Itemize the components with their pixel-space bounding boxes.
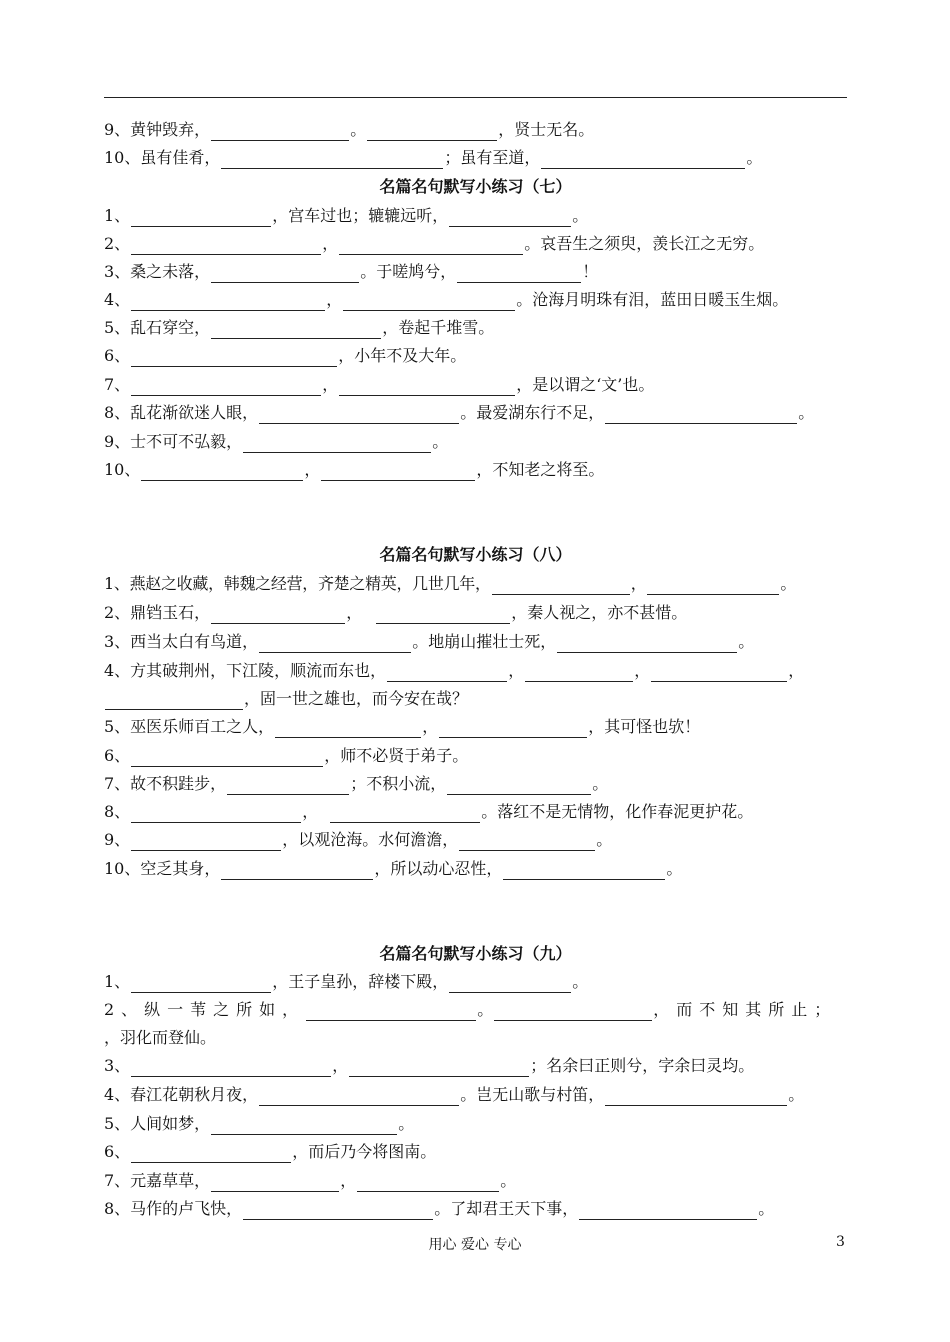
- question-line: ，羽化而登仙。: [104, 1028, 217, 1047]
- answer-blank[interactable]: [211, 1119, 397, 1135]
- answer-blank[interactable]: [492, 579, 630, 595]
- answer-blank[interactable]: [259, 637, 411, 653]
- question-line: 10、 ， ，不知老之将至。: [104, 460, 605, 479]
- section-title: 名篇名句默写小练习（八）: [379, 545, 572, 564]
- question-line: 3、西当太白有鸟道， 。地崩山摧壮士死， 。: [104, 632, 755, 651]
- answer-blank[interactable]: [131, 807, 301, 823]
- question-line: 1、 ，王子皇孙，辞楼下殿， 。: [104, 972, 589, 991]
- question-line: 7、 ， ，是以谓之‘文’也。: [104, 375, 655, 394]
- question-line: 8、 ， 。落红不是无情物，化作春泥更护花。: [104, 802, 754, 821]
- answer-blank[interactable]: [541, 153, 745, 169]
- answer-blank[interactable]: [330, 807, 480, 823]
- answer-blank[interactable]: [525, 666, 633, 682]
- question-line: 2、 ， 。哀吾生之须臾，羡长江之无穷。: [104, 234, 765, 253]
- question-line: 9、士不可不弘毅， 。: [104, 432, 449, 451]
- section-title: 名篇名句默写小练习（七）: [379, 177, 572, 196]
- answer-blank[interactable]: [131, 351, 337, 367]
- answer-blank[interactable]: [221, 864, 373, 880]
- answer-blank[interactable]: [243, 1204, 433, 1220]
- answer-blank[interactable]: [275, 722, 421, 738]
- answer-blank[interactable]: [579, 1204, 757, 1220]
- answer-blank[interactable]: [243, 437, 431, 453]
- answer-blank[interactable]: [357, 1176, 499, 1192]
- question-line: 6、 ，师不必贤于弟子。: [104, 746, 469, 765]
- answer-blank[interactable]: [503, 864, 665, 880]
- answer-blank[interactable]: [131, 835, 281, 851]
- answer-blank[interactable]: [131, 977, 271, 993]
- answer-blank[interactable]: [131, 1147, 291, 1163]
- answer-blank[interactable]: [221, 153, 443, 169]
- answer-blank[interactable]: [449, 977, 571, 993]
- question-line: 7、故不积跬步， ；不积小流， 。: [104, 774, 609, 793]
- answer-blank[interactable]: [647, 579, 779, 595]
- question-line: 9、黄钟毁弃， 。 ，贤士无名。: [104, 120, 595, 139]
- question-line: 5、人间如梦， 。: [104, 1114, 415, 1133]
- question-line: 8、乱花渐欲迷人眼， 。最爱湖东行不足， 。: [104, 403, 815, 422]
- question-line: 4、方其破荆州，下江陵，顺流而东也， ， ， ，: [104, 661, 805, 680]
- answer-blank[interactable]: [259, 408, 459, 424]
- question-line: 6、 ，小年不及大年。: [104, 346, 467, 365]
- question-line: 7、元嘉草草， ， 。: [104, 1171, 517, 1190]
- answer-blank[interactable]: [259, 1090, 459, 1106]
- answer-blank[interactable]: [439, 722, 587, 738]
- question-line: 4、 ， 。沧海月明珠有泪，蓝田日暖玉生烟。: [104, 290, 789, 309]
- answer-blank[interactable]: [605, 408, 797, 424]
- question-line: 1、燕赵之收藏，韩魏之经营，齐楚之精英，几世几年， ， 。: [104, 574, 797, 593]
- answer-blank[interactable]: [557, 637, 737, 653]
- question-line: 4、春江花朝秋月夜， 。岂无山歌与村笛， 。: [104, 1085, 805, 1104]
- question-line: 2、纵一苇之所如， 。 ，而不知其所止；: [104, 1000, 838, 1019]
- question-line: 6、 ，而后乃今将图南。: [104, 1142, 437, 1161]
- answer-blank[interactable]: [349, 1061, 529, 1077]
- answer-blank[interactable]: [131, 295, 325, 311]
- answer-blank[interactable]: [449, 211, 571, 227]
- answer-blank[interactable]: [211, 267, 359, 283]
- question-line: 1、 ，宫车过也；辘辘远听， 。: [104, 206, 589, 225]
- section-title: 名篇名句默写小练习（九）: [379, 944, 572, 963]
- answer-blank[interactable]: [211, 323, 381, 339]
- header-rule: [104, 97, 847, 98]
- answer-blank[interactable]: [227, 779, 349, 795]
- answer-blank[interactable]: [459, 835, 595, 851]
- answer-blank[interactable]: [376, 608, 510, 624]
- answer-blank[interactable]: [131, 1061, 331, 1077]
- question-line: ，固一世之雄也，而今安在哉？: [104, 688, 468, 710]
- answer-blank[interactable]: [306, 1005, 476, 1021]
- answer-blank[interactable]: [367, 125, 497, 141]
- question-line: 10、空乏其身， ，所以动心忍性， 。: [104, 859, 683, 878]
- page-number: 3: [836, 1234, 845, 1250]
- question-line: 5、巫医乐师百工之人， ， ，其可怪也欤！: [104, 717, 701, 736]
- answer-blank[interactable]: [131, 239, 321, 255]
- answer-blank[interactable]: [339, 239, 523, 255]
- question-line: 3、桑之未落， 。于嗟鸠兮， ！: [104, 262, 599, 281]
- answer-blank[interactable]: [605, 1090, 787, 1106]
- question-line: 2、鼎铛玉石， ， ，秦人视之，亦不甚惜。: [104, 603, 688, 622]
- answer-blank[interactable]: [321, 465, 475, 481]
- answer-blank[interactable]: [131, 751, 323, 767]
- answer-blank[interactable]: [339, 380, 515, 396]
- answer-blank[interactable]: [131, 380, 321, 396]
- page-footer: 用心 爱心 专心: [428, 1237, 522, 1253]
- answer-blank[interactable]: [105, 694, 243, 710]
- question-line: 9、 ，以观沧海。水何澹澹， 。: [104, 830, 613, 849]
- answer-blank[interactable]: [651, 666, 787, 682]
- answer-blank[interactable]: [211, 1176, 339, 1192]
- answer-blank[interactable]: [457, 267, 581, 283]
- answer-blank[interactable]: [141, 465, 303, 481]
- answer-blank[interactable]: [343, 295, 515, 311]
- answer-blank[interactable]: [494, 1005, 652, 1021]
- question-line: 5、乱石穿空， ，卷起千堆雪。: [104, 318, 495, 337]
- question-line: 3、 ， ；名余曰正则兮，字余曰灵均。: [104, 1056, 755, 1075]
- question-line: 10、虽有佳肴， ；虽有至道， 。: [104, 148, 763, 167]
- question-line: 8、马作的卢飞快， 。了却君王天下事， 。: [104, 1199, 775, 1218]
- answer-blank[interactable]: [211, 125, 349, 141]
- answer-blank[interactable]: [211, 608, 345, 624]
- answer-blank[interactable]: [447, 779, 591, 795]
- answer-blank[interactable]: [131, 211, 271, 227]
- answer-blank[interactable]: [387, 666, 507, 682]
